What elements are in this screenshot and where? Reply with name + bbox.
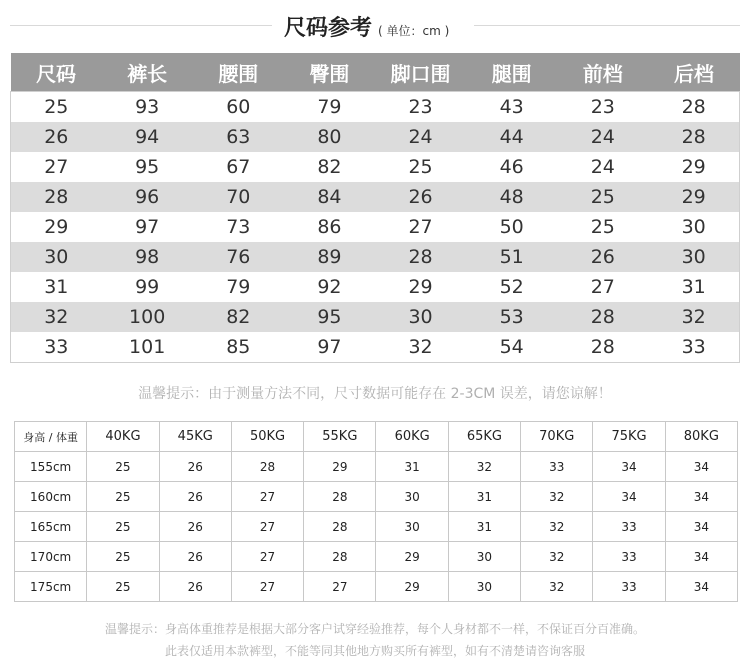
size-chart-cell: 60: [226, 96, 251, 118]
weight-header-cell: 75KG: [593, 422, 665, 452]
size-chart-cell: 33: [44, 336, 69, 358]
size-header-cell: 前档: [557, 53, 648, 92]
size-chart-cell: 30: [648, 242, 739, 272]
weight-header-cell: 45KG: [159, 422, 231, 452]
measurement-tip: 温馨提示：由于测量方法不同，尺寸数据可能存在 2-3CM 误差，请您谅解！: [138, 386, 612, 402]
recommended-size-cell: 32: [521, 512, 593, 542]
size-header-cell: 腿围: [466, 53, 557, 92]
size-chart-cell: 98: [102, 242, 193, 272]
height-weight-table: [14, 421, 738, 602]
recommended-size-cell: 27: [231, 542, 303, 572]
height-weight-corner: 身高 / 体重: [15, 422, 87, 452]
recommended-size-cell: 25: [87, 482, 159, 512]
size-chart-cell: 89: [284, 242, 375, 272]
size-chart-cell: 53: [466, 302, 557, 332]
weight-header-cell: 60KG: [376, 422, 448, 452]
recommended-size-cell: 27: [304, 572, 376, 602]
size-chart-cell: 27: [408, 216, 433, 238]
height-label-cell: 155cm: [15, 452, 87, 482]
weight-header-cell: 80KG: [665, 422, 737, 452]
weight-header-cell: 55KG: [304, 422, 376, 452]
recommended-size-cell: 32: [448, 452, 520, 482]
size-chart-cell: 24: [375, 122, 466, 152]
page-title: [284, 11, 449, 42]
size-chart-cell: 79: [317, 96, 342, 118]
height-weight-row: [15, 512, 738, 542]
weight-header-cell: 40KG: [87, 422, 159, 452]
recommended-size-cell: 34: [593, 482, 665, 512]
size-chart-cell: 50: [499, 216, 524, 238]
size-chart-header-row: [11, 53, 740, 92]
size-chart-cell: 32: [648, 302, 739, 332]
size-chart-cell: 63: [193, 122, 284, 152]
size-chart-cell: 94: [102, 122, 193, 152]
recommended-size-cell: 31: [448, 482, 520, 512]
size-chart-cell: 48: [466, 182, 557, 212]
size-chart-cell: 25: [590, 216, 615, 238]
weight-header-cell: 70KG: [521, 422, 593, 452]
size-chart-cell: 93: [135, 96, 160, 118]
size-chart-cell: 29: [648, 182, 739, 212]
weight-header-cell: 50KG: [231, 422, 303, 452]
size-header-cell: 裤长: [102, 53, 193, 92]
size-chart-cell: 54: [499, 336, 524, 358]
recommended-size-cell: 34: [665, 452, 737, 482]
size-chart-cell: 76: [193, 242, 284, 272]
size-chart-cell: 26: [11, 122, 102, 152]
recommended-size-cell: 29: [376, 542, 448, 572]
recommended-size-cell: 30: [448, 572, 520, 602]
recommendation-tip: 温馨提示：身高体重推荐是根据大部分客户试穿经验推荐，每个人身材都不一样，不保证百分百准确。: [104, 622, 645, 636]
size-header-cell: 后档: [648, 53, 739, 92]
size-header-cell: 腰围: [193, 53, 284, 92]
page-title-text: 尺码参考: [284, 16, 373, 41]
size-chart-cell: 95: [135, 156, 160, 178]
size-chart-cell: 28: [375, 242, 466, 272]
size-chart-row: [11, 302, 740, 332]
size-chart-row: [11, 272, 740, 302]
recommended-size-cell: 28: [304, 512, 376, 542]
size-chart-cell: 96: [102, 182, 193, 212]
size-chart-cell: 32: [11, 302, 102, 332]
size-chart-cell: 46: [499, 156, 524, 178]
size-chart-row: [11, 152, 740, 182]
size-chart-cell: 26: [375, 182, 466, 212]
weight-header-cell: 65KG: [448, 422, 520, 452]
size-chart-cell: 24: [557, 122, 648, 152]
recommended-size-cell: 34: [593, 452, 665, 482]
height-label-cell: 165cm: [15, 512, 87, 542]
recommended-size-cell: 33: [593, 572, 665, 602]
size-chart-row: [11, 122, 740, 152]
size-chart-cell: 26: [557, 242, 648, 272]
recommended-size-cell: 25: [87, 572, 159, 602]
recommended-size-cell: 26: [159, 482, 231, 512]
size-chart-cell: 52: [499, 276, 524, 298]
size-chart-cell: 25: [408, 156, 433, 178]
size-header-cell: 尺码: [11, 53, 102, 92]
size-chart-cell: 23: [408, 96, 433, 118]
recommended-size-cell: 25: [87, 512, 159, 542]
height-label-cell: 175cm: [15, 572, 87, 602]
size-chart-cell: 30: [375, 302, 466, 332]
size-chart-cell: 28: [11, 182, 102, 212]
title-divider-right: [474, 25, 740, 26]
recommended-size-cell: 31: [448, 512, 520, 542]
height-weight-row: [15, 572, 738, 602]
recommended-size-cell: 26: [159, 542, 231, 572]
recommended-size-cell: 30: [376, 482, 448, 512]
recommended-size-cell: 25: [87, 542, 159, 572]
size-chart-cell: 29: [44, 216, 69, 238]
recommended-size-cell: 28: [304, 482, 376, 512]
size-chart-cell: 82: [193, 302, 284, 332]
recommended-size-cell: 33: [593, 542, 665, 572]
recommended-size-cell: 30: [448, 542, 520, 572]
size-chart-cell: 28: [557, 302, 648, 332]
size-chart-cell: 28: [590, 336, 615, 358]
recommended-size-cell: 26: [159, 572, 231, 602]
size-chart-cell: 97: [135, 216, 160, 238]
size-chart-cell: 70: [193, 182, 284, 212]
size-chart-cell: 67: [226, 156, 251, 178]
size-chart-cell: 24: [590, 156, 615, 178]
size-chart-cell: 82: [317, 156, 342, 178]
size-chart-row: [11, 92, 740, 123]
size-chart-cell: 32: [408, 336, 433, 358]
size-chart-cell: 79: [226, 276, 251, 298]
recommended-size-cell: 33: [593, 512, 665, 542]
size-chart-cell: 43: [499, 96, 524, 118]
size-chart-cell: 44: [466, 122, 557, 152]
size-chart-cell: 51: [466, 242, 557, 272]
size-chart-cell: 31: [681, 276, 706, 298]
size-chart-cell: 29: [408, 276, 433, 298]
recommended-size-cell: 34: [665, 482, 737, 512]
height-weight-row: [15, 482, 738, 512]
size-chart-cell: 29: [681, 156, 706, 178]
size-chart-cell: 99: [135, 276, 160, 298]
height-weight-body: [15, 452, 738, 602]
recommended-size-cell: 26: [159, 452, 231, 482]
size-chart-cell: 92: [317, 276, 342, 298]
recommended-size-cell: 31: [376, 452, 448, 482]
size-chart-cell: 84: [284, 182, 375, 212]
size-chart-cell: 27: [44, 156, 69, 178]
recommended-size-cell: 29: [376, 572, 448, 602]
recommended-size-cell: 34: [665, 572, 737, 602]
size-chart-row: [11, 182, 740, 212]
recommended-size-cell: 32: [521, 542, 593, 572]
applicability-note: 此表仅适用本款裤型，不能等同其他地方购买所有裤型，如有不清楚请咨询客服: [164, 644, 585, 658]
recommended-size-cell: 25: [87, 452, 159, 482]
size-chart-cell: 95: [284, 302, 375, 332]
recommended-size-cell: 28: [231, 452, 303, 482]
size-chart-cell: 101: [129, 336, 166, 358]
recommended-size-cell: 34: [665, 542, 737, 572]
title-bar: [0, 8, 750, 42]
size-chart-cell: 86: [317, 216, 342, 238]
recommended-size-cell: 32: [521, 482, 593, 512]
recommended-size-cell: 32: [521, 572, 593, 602]
size-chart-cell: 31: [44, 276, 69, 298]
size-header-cell: 脚口围: [375, 53, 466, 92]
size-chart-cell: 30: [11, 242, 102, 272]
recommended-size-cell: 27: [231, 482, 303, 512]
size-chart-table: [10, 53, 740, 363]
recommended-size-cell: 34: [665, 512, 737, 542]
recommended-size-cell: 33: [521, 452, 593, 482]
size-chart-row: [11, 212, 740, 242]
size-header-cell: 臀围: [284, 53, 375, 92]
height-label-cell: 160cm: [15, 482, 87, 512]
size-chart-cell: 30: [681, 216, 706, 238]
size-chart-body: [11, 92, 740, 363]
unit-label: ( 单位：cm ): [378, 24, 450, 38]
size-chart-cell: 25: [557, 182, 648, 212]
recommended-size-cell: 28: [304, 542, 376, 572]
title-divider-left: [10, 25, 272, 26]
size-chart-cell: 85: [226, 336, 251, 358]
height-label-cell: 170cm: [15, 542, 87, 572]
height-weight-row: [15, 452, 738, 482]
size-chart-cell: 100: [102, 302, 193, 332]
size-chart-cell: 27: [590, 276, 615, 298]
size-chart-cell: 25: [44, 96, 69, 118]
size-chart-cell: 80: [284, 122, 375, 152]
size-chart-cell: 28: [681, 96, 706, 118]
size-chart-cell: 73: [226, 216, 251, 238]
size-chart-row: [11, 332, 740, 363]
recommended-size-cell: 27: [231, 512, 303, 542]
size-chart-cell: 97: [317, 336, 342, 358]
recommended-size-cell: 29: [304, 452, 376, 482]
size-chart-cell: 28: [648, 122, 739, 152]
recommended-size-cell: 26: [159, 512, 231, 542]
height-weight-header-row: [15, 422, 738, 452]
size-chart-cell: 33: [681, 336, 706, 358]
size-chart-cell: 23: [590, 96, 615, 118]
size-chart-row: [11, 242, 740, 272]
recommended-size-cell: 27: [231, 572, 303, 602]
recommended-size-cell: 30: [376, 512, 448, 542]
height-weight-row: [15, 542, 738, 572]
